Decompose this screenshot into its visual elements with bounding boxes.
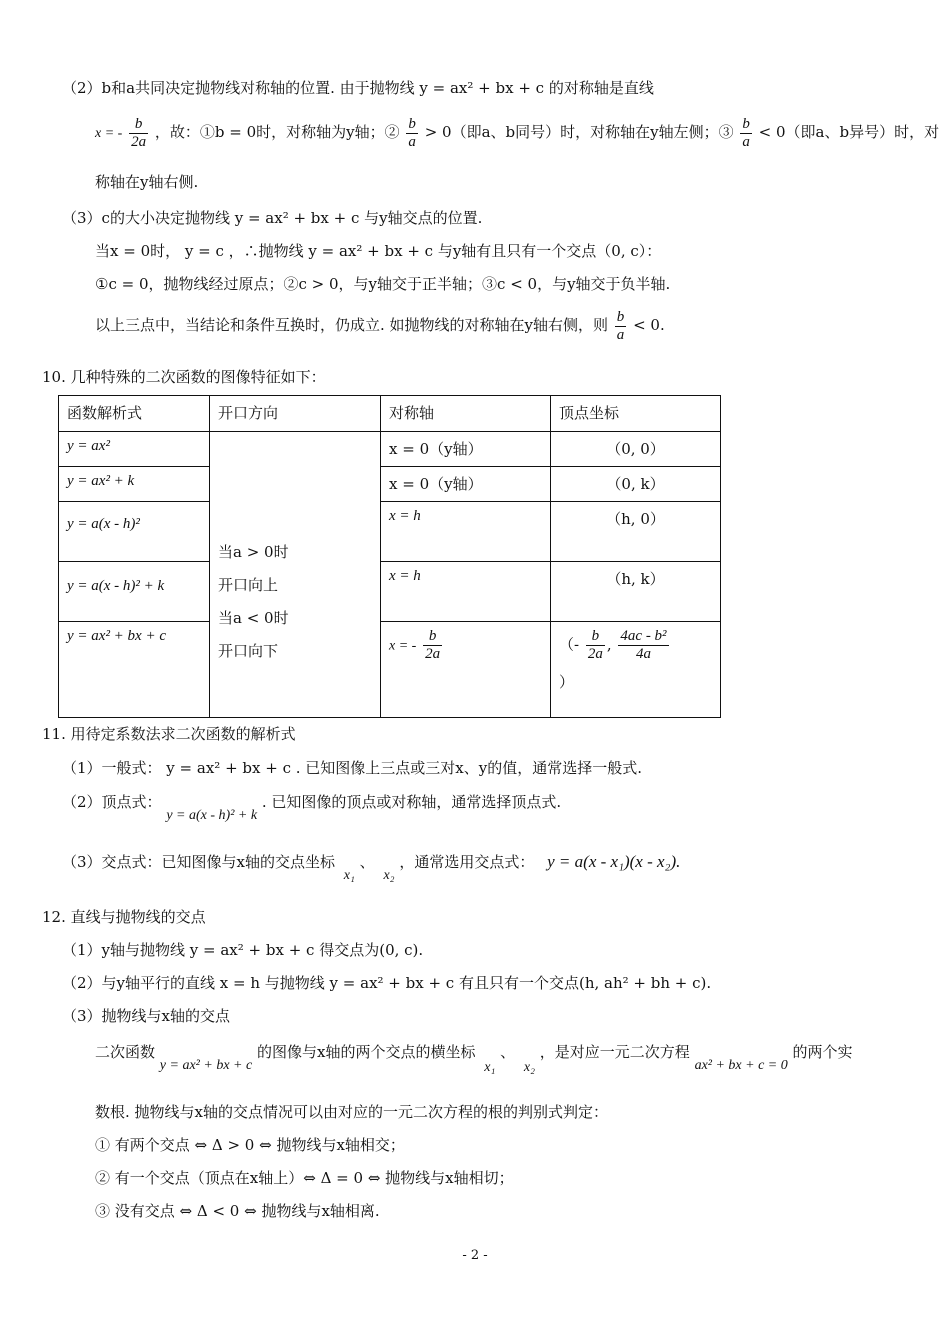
sec12-line4: 二次函数 y = ax² + bx + c 的图像与x轴的两个交点的横坐标 x₁ 、 x₂ ，是对应一元二次方程 ax² + bx + c = 0 的两个实 xyxy=(95,1043,853,1075)
row-vertex-general: （- $\frac{b}{2a}$ , $\frac{\text{4ac - b²}}{4a}$ ） xyxy=(551,622,721,718)
row-vertex: （0, 0） xyxy=(551,432,721,467)
sec9-p2-gt0: > 0（即a、b同号）时，对称轴在y轴左侧；③ xyxy=(424,123,734,141)
fraction-b-over-a: $\frac{b}{a}$ xyxy=(408,115,416,150)
table-row xyxy=(59,432,721,467)
fraction-b-over-2a: $\frac{b}{2a}$ xyxy=(131,115,147,150)
sec12-line7: ② 有一个交点（顶点在x轴上）⇔ Δ = 0 ⇔ 抛物线与x轴相切； xyxy=(95,1169,514,1187)
sec12-line3: （3）抛物线与x轴的交点 xyxy=(62,1007,231,1025)
header-formula: 函数解析式 xyxy=(59,396,210,432)
table-row xyxy=(59,467,721,502)
sec11-line2: （2）顶点式： y = a(x - h)² + k . 已知图像的顶点或对称轴，通常选择顶点式. xyxy=(62,793,562,823)
opening-up: 开口向上 xyxy=(218,575,279,594)
row-axis: x = 0（y轴） xyxy=(381,467,551,502)
table-row xyxy=(59,622,721,718)
table-row xyxy=(59,502,721,562)
sec10-title: 10. 几种特殊的二次函数的图像特征如下： xyxy=(42,368,326,386)
vertex-close: ） xyxy=(559,673,575,691)
fraction-vertex-y: $\frac{\text{4ac - b²}}{4a}$ xyxy=(620,628,667,662)
sec9-p2-cont: 称轴在y轴右侧. xyxy=(95,173,199,191)
sec9-p3-line3: 以上三点中，当结论和条件互换时，仍成立. 如抛物线的对称轴在y轴右侧，则 $\frac{b}{a}$ < 0. xyxy=(95,308,665,343)
row-vertex: （h, k） xyxy=(551,562,721,622)
sec9-p3-intro: （3）c的大小决定抛物线 y = ax² + bx + c 与y轴交点的位置. xyxy=(62,209,483,227)
sec9-p3-line2: ①c = 0，抛物线经过原点；②c > 0，与y轴交于正半轴；③c < 0，与y轴交于负半轴. xyxy=(95,275,671,293)
intercept-form-formula: y = a(x - x₁)(x - x₂). xyxy=(547,852,681,871)
sec11-line1: （1）一般式： y = ax² + bx + c . 已知图像上三点或三对x、y的值，通常选择一般式. xyxy=(62,759,642,777)
sec11-title: 11. 用待定系数法求二次函数的解析式 xyxy=(42,725,296,743)
sec9-p2-mid1: ，故：①b = 0时，对称轴为y轴；② xyxy=(154,123,400,141)
row-axis: x = h xyxy=(381,502,551,562)
row-formula: y = a(x - h)² + k xyxy=(59,562,210,622)
axis-lhs: x = - xyxy=(95,126,123,141)
sec12-line1: （1）y轴与抛物线 y = ax² + bx + c 得交点为(0, c). xyxy=(62,941,424,959)
row-formula: y = a(x - h)² xyxy=(59,502,210,562)
row-vertex: （0, k） xyxy=(551,467,721,502)
vertex-form-formula: y = a(x - h)² + k xyxy=(166,808,258,823)
table-header-row xyxy=(59,396,721,432)
page-number: - 2 - xyxy=(462,1248,488,1263)
fraction-b-over-a-2: $\frac{b}{a}$ xyxy=(742,115,750,150)
fraction-b-over-a-3: $\frac{b}{a}$ xyxy=(616,308,625,343)
sec12-line6: ① 有两个交点 ⇔ Δ > 0 ⇔ 抛物线与x轴相交； xyxy=(95,1136,405,1154)
opening-down: 开口向下 xyxy=(218,641,279,660)
sec9-p2-intro: （2）b和a共同决定抛物线对称轴的位置. 由于抛物线 y = ax² + bx + c 的对称轴是直线 xyxy=(62,79,654,97)
header-axis: 对称轴 xyxy=(381,396,551,432)
sec9-p2-line2 xyxy=(95,115,939,151)
row-axis: x = 0（y轴） xyxy=(381,432,551,467)
opening-down-cond: 当a < 0时 xyxy=(218,608,289,627)
row-axis: x = h xyxy=(381,562,551,622)
fraction-vertex-x: $\frac{b}{2a}$ xyxy=(587,628,603,662)
header-opening: 开口方向 xyxy=(210,396,381,432)
sec12-line2: （2）与y轴平行的直线 x = h 与抛物线 y = ax² + bx + c 有且只有一个交点(h, ah² + bh + c). xyxy=(62,974,712,992)
sec11-line3: （3）交点式：已知图像与x轴的交点坐标 x₁ 、 x₂ ，通常选用交点式： y = a(x - x₁)(x - x₂). xyxy=(62,852,681,883)
row-vertex: （h, 0） xyxy=(551,502,721,562)
quadratic-features-table xyxy=(58,395,721,718)
row-formula: y = ax² xyxy=(59,432,210,467)
fraction-b-over-2a-table: $\frac{b}{2a}$ xyxy=(425,628,441,662)
opening-cell xyxy=(210,432,381,718)
sec12-line5: 数根. 抛物线与x轴的交点情况可以由对应的一元二次方程的根的判别式判定： xyxy=(95,1103,608,1121)
sec9-p2-lt0: < 0（即a、b异号）时，对 xyxy=(758,123,940,141)
header-vertex: 顶点坐标 xyxy=(551,396,721,432)
row-formula: y = ax² + k xyxy=(59,467,210,502)
sec9-p3-line1: 当x = 0时， y = c ，∴抛物线 y = ax² + bx + c 与y轴有且只有一个交点（0, c）： xyxy=(95,242,662,260)
row-axis: x = - $\frac{b}{2a}$ xyxy=(381,622,551,718)
opening-up-cond: 当a > 0时 xyxy=(218,542,289,561)
row-formula: y = ax² + bx + c xyxy=(59,622,210,718)
sec12-line8: ③ 没有交点 ⇔ Δ < 0 ⇔ 抛物线与x轴相离. xyxy=(95,1202,380,1220)
sec12-title: 12. 直线与抛物线的交点 xyxy=(42,908,206,926)
table-row xyxy=(59,562,721,622)
